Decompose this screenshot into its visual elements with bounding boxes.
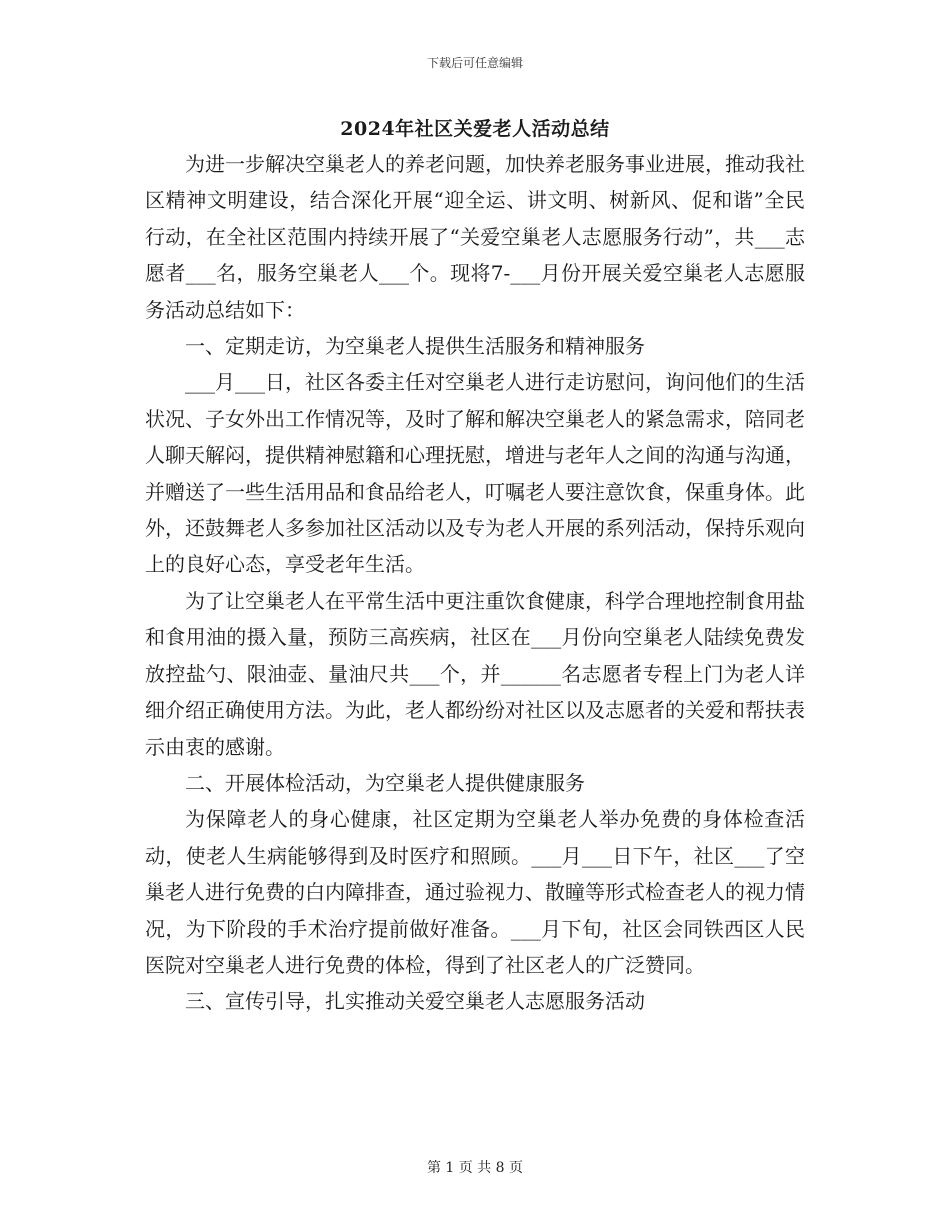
intro-paragraph: 为进一步解决空巢老人的养老问题，加快养老服务事业进展，推动我社区精神文明建设，结合深化开展“迎全运、讲文明、树新风、促和谐”全民行动，在全社区范围内持续开展了“关爱空巢老人志愿服务行动”，共___志愿者___名，服务空巢老人___个。现将7-___月份开展关爱空巢老人志愿服务活动总结如下： — [145, 152, 805, 322]
page-number-footer: 第 1 页 共 8 页 — [426, 1160, 524, 1176]
section-heading-3: 三、宣传引导，扎实推动关爱空巢老人志愿服务活动 — [185, 989, 645, 1014]
header-note: 下载后可任意编辑 — [426, 56, 523, 70]
document-body — [145, 146, 805, 1020]
section-heading-2: 二、开展体检活动，为空巢老人提供健康服务 — [185, 770, 585, 795]
section-heading-1: 一、定期走访，为空巢老人提供生活服务和精神服务 — [185, 334, 645, 359]
document-title: 2024年社区关爱老人活动总结 — [340, 118, 610, 140]
section-2-paragraph-1: 为保障老人的身心健康，社区定期为空巢老人举办免费的身体检查活动，使老人生病能够得到及时医疗和照顾。___月___日下午，社区___了空巢老人进行免费的白内障排查，通过验视力、散瞳等形式检查老人的视力情况，为下阶段的手术治疗提前做好准备。___月下旬，社区会同铁西区人民医院对空巢老人进行免费的体检，得到了社区老人的广泛赞同。 — [145, 807, 805, 977]
section-1-paragraph-2: 为了让空巢老人在平常生活中更注重饮食健康，科学合理地控制食用盐和食用油的摄入量，预防三高疾病，社区在___月份向空巢老人陆续免费发放控盐勺、限油壶、量油尺共___个，并______名志愿者专程上门为老人详细介绍正确使用方法。为此，老人都纷纷对社区以及志愿者的关爱和帮扶表示由衷的感谢。 — [145, 588, 805, 759]
section-1-paragraph-1: ___月___日，社区各委主任对空巢老人进行走访慰问，询问他们的生活状况、子女外出工作情况等，及时了解和解决空巢老人的紧急需求，陪同老人聊天解闷，提供精神慰籍和心理抚慰，增进与老年人之间的沟通与沟通，并赠送了一些生活用品和食品给老人，叮嘱老人要注意饮食，保重身体。此外，还鼓舞老人多参加社区活动以及专为老人开展的系列活动，保持乐观向上的良好心态，享受老年生活。 — [145, 370, 805, 577]
